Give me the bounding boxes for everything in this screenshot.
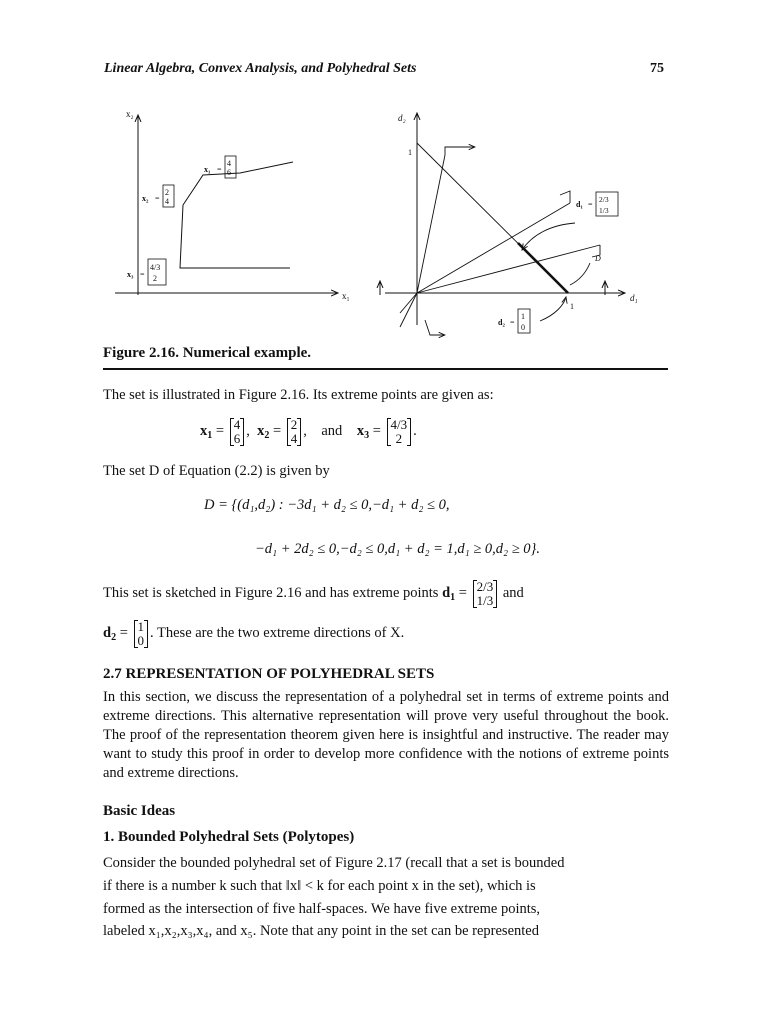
eq-x2-top: 2 xyxy=(290,416,298,432)
figure-2-16 xyxy=(100,95,670,345)
svg-text:=: = xyxy=(510,318,515,327)
paragraph-extreme-points: The set is illustrated in Figure 2.16. Its extreme points are given as: xyxy=(103,387,494,403)
p3-d2-top: 1 xyxy=(137,618,145,634)
svg-text:=: = xyxy=(588,200,593,209)
p3-and: and xyxy=(502,585,524,601)
point-x3-bottom: 2 xyxy=(153,274,157,283)
constraint-line-b xyxy=(417,245,600,293)
d1-tick-label: 1 xyxy=(570,302,574,311)
svg-text:=: = xyxy=(155,194,160,203)
constraint-line-c xyxy=(417,155,445,293)
d1-vector-top: 2/3 xyxy=(599,195,609,204)
p3-d1-bottom: 1/3 xyxy=(476,592,494,608)
x1-axis-label: x₁ xyxy=(342,291,350,301)
paragraph-extreme-directions-cont: $d_2$ = 1 0 . These are the two extreme directions of X. xyxy=(103,618,405,648)
eq-x1-top: 4 xyxy=(233,416,241,432)
d1-vector-label: d₁ xyxy=(576,200,583,209)
left-panel xyxy=(115,109,350,301)
paragraph-polytope-line2: if there is a number k such that ‖x‖ < k for each point x in the set), which is xyxy=(103,878,536,894)
page-number: 75 xyxy=(650,61,664,76)
svg-text:=: = xyxy=(217,165,222,174)
d1-vector-bottom: 1/3 xyxy=(599,206,609,215)
eq-x1-bottom: 6 xyxy=(233,430,241,446)
caption-rule xyxy=(103,368,668,370)
eq-x3-top: 4/3 xyxy=(390,416,408,432)
set-D-segment xyxy=(518,243,568,293)
point-x3-top: 4/3 xyxy=(150,263,161,272)
d2-tick-label: 1 xyxy=(408,148,412,157)
point-x1-bottom: 6 xyxy=(227,168,231,177)
right-panel xyxy=(380,113,638,335)
paragraph-set-D: The set D of Equation (2.2) is given by xyxy=(103,463,330,479)
subheading-basic-ideas: Basic Ideas xyxy=(103,803,176,819)
point-x2-top: 2 xyxy=(165,188,169,197)
p3-d2-bottom: 0 xyxy=(137,632,145,648)
set-D-equation-line2: −d₁ + 2d₂ ≤ 0,−d₂ ≤ 0,d₁ + d₂ = 1,d₁ ≥ 0,d₂ ≥ 0}. xyxy=(255,541,540,557)
feasible-region-boundary xyxy=(180,162,293,268)
d2-axis-label: d₂ xyxy=(398,113,406,123)
paragraph-polytope-line4: labeled x₁,x₂,x₃,x₄, and x₅. Note that any point in the set can be represented xyxy=(103,923,539,939)
subheading-polytopes: 1. Bounded Polyhedral Sets (Polytopes) xyxy=(103,829,355,845)
svg-text:=: = xyxy=(140,270,145,279)
set-D-equation-line1: D = {(d₁,d₂) : −3d₁ + d₂ ≤ 0,−d₁ + d₂ ≤ 0, xyxy=(204,497,450,513)
running-header-title: Linear Algebra, Convex Analysis, and Polyhedral Sets xyxy=(104,61,417,76)
d1-axis-label: d₁ xyxy=(630,293,638,303)
eq-x3-bottom: 2 xyxy=(395,430,403,446)
point-x1-label: x₁ xyxy=(204,165,211,174)
set-D-label: D xyxy=(595,254,601,263)
paragraph-polytope-line3: formed as the intersection of five half-spaces. We have five extreme points, xyxy=(103,901,541,917)
point-x2-label: x₂ xyxy=(142,194,149,203)
point-x2-bottom: 4 xyxy=(165,197,169,206)
figure-caption: Figure 2.16. Numerical example. xyxy=(103,345,312,361)
point-x1-top: 4 xyxy=(227,159,231,168)
p3-text-a: This set is sketched in Figure 2.16 and has extreme points xyxy=(103,585,439,601)
constraint-line-a xyxy=(417,203,570,293)
d2-vector-bottom: 0 xyxy=(521,323,525,332)
eq-x2-bottom: 4 xyxy=(290,430,298,446)
p3-d1-top: 2/3 xyxy=(476,578,494,594)
paragraph-polytope-line1: Consider the bounded polyhedral set of Figure 2.17 (recall that a set is bounded xyxy=(103,855,565,871)
d2-vector-label: d₂ xyxy=(498,318,505,327)
section-heading: 2.7 REPRESENTATION OF POLYHEDRAL SETS xyxy=(103,666,435,682)
paragraph-section-intro: In this section, we discuss the representation of a polyhedral set in terms of extreme points and extreme directions. This alternative representation will prove very useful throughout the book. The proof of the representation theorem given here is insightful and instructive. The reader may want to study this proof in order to develop more confidence with the notions of extreme points and extreme directions. xyxy=(103,689,669,781)
paragraph-extreme-directions: This set is sketched in Figure 2.16 and has extreme points $d_1$ = 2/3 1/3 and xyxy=(103,578,524,608)
x2-axis-label: x₂ xyxy=(126,109,134,119)
point-x3-label: x₃ xyxy=(127,270,134,279)
eq-and: and xyxy=(321,423,343,439)
p3-text-b: . These are the two extreme directions of X. xyxy=(150,625,405,641)
d2-vector-top: 1 xyxy=(521,312,525,321)
extreme-points-equation: $x_1$ = 4 6 , $x_2$ = 2 4 , and $x_3$ = 4/3 2 . xyxy=(200,416,417,446)
